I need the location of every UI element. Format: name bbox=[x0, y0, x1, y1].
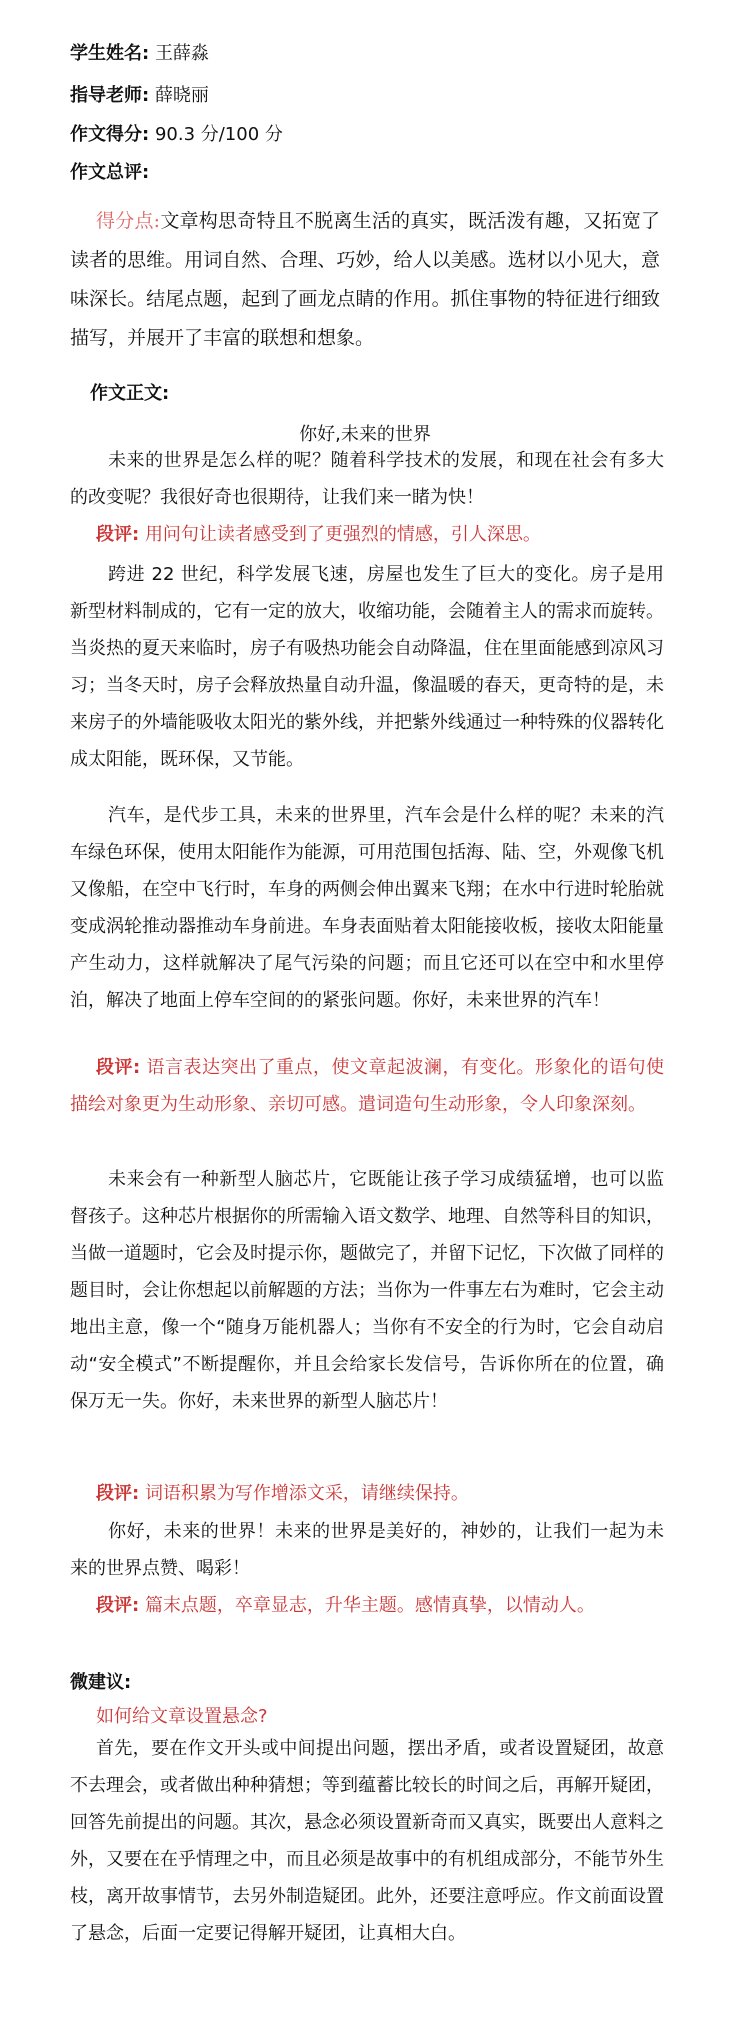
summary-heading bbox=[70, 161, 149, 185]
advice-text: 首先，要在作文开头或中间提出问题，摆出矛盾，或者设置疑团，故意不去理会，或者做出种种猜想；等到蕴蓄比较长的时间之后，再解开疑团，回答先前提出的问题。其次，悬念必须设置新奇而又真实，既要出人意料之外，又要在在乎情理之中，而且必须是故事中的有机组成部分，不能节外生枝，离开故事情节，去另外制造疑团。此外，还要注意呼应。作文前面设置了悬念，后面一定要记得解开疑团，让真相大白。 bbox=[70, 1738, 664, 1944]
essay-paragraph-2: 跨进 22 世纪，科学发展飞速，房屋也发生了巨大的变化。房子是用新型材料制成的，它有一定的放大，收缩功能，会随着主人的需求而旋转。当炎热的夏天来临时，房子有吸热功能会自动降温，住在里面能感到凉风习习；当冬天时，房子会释放热量自动升温，像温暖的春天，更奇特的是，未来房子的外墙能吸收太阳光的紫外线，并把紫外线通过一种特殊的仪器转化成太阳能，既环保，又节能。 bbox=[70, 564, 664, 770]
teacher-line bbox=[70, 84, 209, 108]
comment-text: 语言表达突出了重点，使文章起波澜，有变化。形象化的语句使描绘对象更为生动形象、亲切可感。遣词造句生动形象，令人印象深刻。 bbox=[70, 1057, 664, 1115]
teacher-label: 指导老师: bbox=[70, 85, 150, 106]
paragraph-comment-1 bbox=[70, 516, 664, 553]
score-value: 90.3 分/100 分 bbox=[154, 124, 283, 145]
essay-heading: 作文正文: bbox=[90, 383, 170, 404]
essay-title: 你好,未来的世界 bbox=[299, 424, 431, 445]
summary-body: 文章构思奇特且不脱离生活的真实，既活泼有趣，又拓宽了读者的思维。用词自然、合理、巧妙，给人以美感。选材以小见大，意味深长。结尾点题，起到了画龙点睛的作用。抓住事物的特征进行细致描写，并展开了丰富的联想和想象。 bbox=[70, 210, 660, 349]
comment-tag: 段评: bbox=[96, 1057, 141, 1078]
score-line bbox=[70, 123, 283, 147]
comment-text: 用问句让读者感受到了更强烈的情感，引人深思。 bbox=[144, 524, 541, 545]
score-points-highlight: 得分点: bbox=[96, 210, 161, 232]
comment-tag: 段评: bbox=[96, 1483, 140, 1504]
comment-text: 词语积累为写作增添文采，请继续保持。 bbox=[144, 1483, 469, 1504]
comment-text: 篇末点题，卒章显志，升华主题。感情真挚，以情动人。 bbox=[144, 1595, 595, 1616]
essay-paragraph-3: 汽车，是代步工具，未来的世界里，汽车会是什么样的呢？未来的汽车绿色环保，使用太阳能作为能源，可用范围包括海、陆、空，外观像飞机又像船，在空中飞行时，车身的两侧会伸出翼来飞翔；在水中行进时轮胎就变成涡轮推动器推动车身前进。车身表面贴着太阳能接收板，接收太阳能量产生动力，这样就解决了尾气污染的问题；而且它还可以在空中和水里停泊，解决了地面上停车空间的的紧张问题。你好，未来世界的汽车！ bbox=[70, 805, 664, 1011]
essay-paragraph-5: 你好，未来的世界！未来的世界是美好的，神妙的，让我们一起为未来的世界点赞、喝彩！ bbox=[70, 1521, 664, 1579]
paragraph-comment-4 bbox=[70, 1587, 664, 1624]
paragraph-comment-3 bbox=[70, 1475, 664, 1512]
advice-heading: 微建议: bbox=[70, 1672, 132, 1693]
comment-tag: 段评: bbox=[96, 524, 140, 545]
student-name-label: 学生姓名: bbox=[70, 43, 150, 64]
essay-paragraph-1: 未来的世界是怎么样的呢？随着科学技术的发展，和现在社会有多大的改变呢？我很好奇也很期待，让我们来一睹为快！ bbox=[70, 450, 664, 508]
student-name-value: 王薛淼 bbox=[154, 43, 209, 64]
essay-paragraph-4: 未来会有一种新型人脑芯片，它既能让孩子学习成绩猛增，也可以监督孩子。这种芯片根据你的所需输入语文数学、地理、自然等科目的知识，当做一道题时，它会及时提示你，题做完了，并留下记忆，下次做了同样的题目时，会让你想起以前解题的方法；当你为一件事左右为难时，它会主动地出主意，像一个“随身万能机器人；当你有不安全的行为时，它会自动启动“安全模式”不断提醒你，并且会给家长发信号，告诉你所在的位置，确保万无一失。你好，未来世界的新型人脑芯片！ bbox=[70, 1169, 664, 1412]
comment-tag: 段评: bbox=[96, 1595, 140, 1616]
advice-question: 如何给文章设置悬念? bbox=[96, 1706, 268, 1727]
score-label: 作文得分: bbox=[70, 124, 150, 145]
teacher-value: 薛晓丽 bbox=[154, 85, 209, 106]
paragraph-comment-2 bbox=[70, 1049, 664, 1123]
summary-text bbox=[70, 202, 660, 358]
summary-label: 作文总评: bbox=[70, 162, 150, 183]
student-name-line bbox=[70, 42, 209, 66]
